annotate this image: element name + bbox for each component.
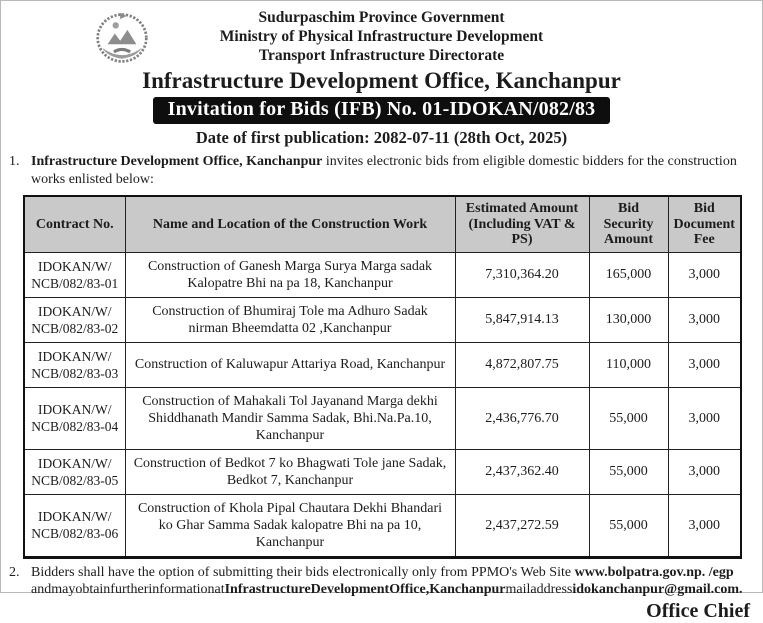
table-row [24, 297, 741, 342]
bid-security-cell: 165,000 [589, 252, 668, 297]
ppmo-website-text: www.bolpatra.gov.np. /egp [574, 564, 734, 580]
footer-text-2: andmayobtainfurtherinformationat [31, 582, 225, 597]
col-bid-security: Bid Security Amount [589, 196, 668, 252]
contract-line2: NCB/082/83-02 [31, 320, 119, 336]
estimated-amount-cell: 4,872,807.75 [455, 342, 589, 387]
footer-text-3: mailaddress [505, 582, 573, 597]
office-email-text: idokanchanpur@gmail.com. [572, 582, 743, 597]
work-name-cell: Construction of Mahakali Tol Jayanand Marga dekhi Shiddhanath Mandir Samma Sadak, Bhi.Na.Pa.10, Kanchanpur [125, 387, 455, 449]
bids-table [23, 195, 742, 559]
bid-security-cell: 55,000 [589, 494, 668, 557]
work-name-cell: Construction of Ganesh Marga Surya Marga sadak Kalopatre Bhi na pa 18, Kanchanpur [125, 252, 455, 297]
document-fee-cell: 3,000 [668, 297, 741, 342]
nepal-government-emblem-icon [95, 9, 149, 67]
province-government-line: Sudurpaschim Province Government [258, 9, 505, 26]
office-chief-signature: Office Chief [646, 599, 750, 622]
contract-no-cell [24, 252, 125, 297]
estimated-amount-cell: 2,436,776.70 [455, 387, 589, 449]
item-2-text [31, 564, 754, 599]
item-1-text [31, 153, 754, 188]
estimated-amount-cell: 7,310,364.20 [455, 252, 589, 297]
document-fee-cell: 3,000 [668, 387, 741, 449]
work-name-cell: Construction of Bedkot 7 ko Bhagwati Tole jane Sadak, Bedkot 7, Kanchanpur [125, 449, 455, 494]
table-header-row [24, 196, 741, 252]
contract-line2: NCB/082/83-05 [31, 472, 119, 488]
contract-line1: IDOKAN/W/ [38, 303, 112, 319]
col-document-fee: Bid Document Fee [668, 196, 741, 252]
contract-line2: NCB/082/83-01 [31, 275, 119, 291]
estimated-amount-cell: 2,437,272.59 [455, 494, 589, 557]
document-fee-cell: 3,000 [668, 252, 741, 297]
table-row [24, 387, 741, 449]
contract-no-cell [24, 494, 125, 557]
footer-line-2 [31, 581, 754, 599]
ifb-banner: Invitation for Bids (IFB) No. 01-IDOKAN/082/83 [153, 97, 611, 124]
contract-no-cell [24, 297, 125, 342]
table-row [24, 494, 741, 557]
contract-line1: IDOKAN/W/ [38, 402, 112, 417]
contract-line1: IDOKAN/W/ [38, 258, 112, 274]
estimated-amount-cell: 5,847,914.13 [455, 297, 589, 342]
office-name-bold: InfrastructureDevelopmentOffice,Kanchanpur [224, 582, 506, 597]
contract-line2: NCB/082/83-03 [31, 365, 119, 381]
item-1-number: 1. [9, 154, 20, 169]
work-name-cell: Construction of Bhumiraj Tole ma Adhuro Sadak nirman Bheemdatta 02 ,Kanchanpur [125, 297, 455, 342]
document-fee-cell: 3,000 [668, 449, 741, 494]
col-work-name: Name and Location of the Construction Work [125, 196, 455, 252]
document-fee-cell: 3,000 [668, 342, 741, 387]
contract-no-cell [24, 342, 125, 387]
bid-security-cell: 55,000 [589, 449, 668, 494]
table-row [24, 342, 741, 387]
contract-line2: NCB/082/83-06 [31, 526, 119, 541]
footer-text-1: Bidders shall have the option of submitting their bids electronically only from PPMO's Web Site [31, 564, 575, 580]
contract-line1: IDOKAN/W/ [38, 455, 112, 471]
contract-no-cell [24, 449, 125, 494]
notice-item-1 [9, 153, 754, 188]
ministry-line: Ministry of Physical Infrastructure Development [219, 28, 544, 45]
ifb-banner-row [1, 97, 762, 124]
contract-line2: NCB/082/83-04 [31, 419, 119, 434]
contract-line1: IDOKAN/W/ [38, 348, 112, 364]
contract-no-cell [24, 387, 125, 449]
table-row [24, 252, 741, 297]
work-name-cell: Construction of Kaluwapur Attariya Road, Kanchanpur [125, 342, 455, 387]
intro-rest-text: invites electronic bids from eligible domestic bidders for the construction works enlisted below: [31, 154, 737, 187]
contract-line1: IDOKAN/W/ [38, 509, 112, 524]
table-row [24, 449, 741, 494]
document-fee-cell: 3,000 [668, 494, 741, 557]
col-estimated-amount: Estimated Amount (Including VAT & PS) [455, 196, 589, 252]
bid-security-cell: 130,000 [589, 297, 668, 342]
bid-security-cell: 55,000 [589, 387, 668, 449]
col-contract-no: Contract No. [24, 196, 125, 252]
item-2-number: 2. [9, 564, 20, 580]
publication-date: Date of first publication: 2082-07-11 (28th Oct, 2025) [195, 128, 568, 147]
directorate-line: Transport Infrastructure Directorate [258, 47, 505, 64]
bid-security-cell: 110,000 [589, 342, 668, 387]
intro-office-bold: Infrastructure Development Office, Kanchanpur [31, 154, 323, 169]
office-title: Infrastructure Development Office, Kanchanpur [142, 68, 621, 93]
bids-table-wrap [23, 195, 740, 559]
estimated-amount-cell: 2,437,362.40 [455, 449, 589, 494]
notice-item-2 [9, 564, 754, 599]
work-name-cell: Construction of Khola Pipal Chautara Dekhi Bhandari ko Ghar Samma Sadak kalopatre Bhi na pa 10, Kanchanpur [125, 494, 455, 557]
